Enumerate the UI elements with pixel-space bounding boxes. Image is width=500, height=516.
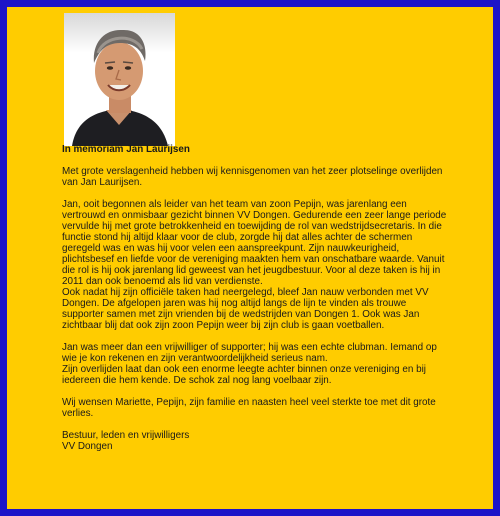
memorial-text: [62, 144, 500, 452]
signature-line-2: VV Dongen: [62, 441, 113, 452]
portrait-illustration: [64, 13, 175, 146]
paragraph-clubman: Jan was meer dan een vrijwilliger of supporter; hij was een echte clubman. Iemand op wie je kon rekenen en zijn verantwoordelijkheid serieus nam. Zijn overlijden laat dan ook een enorme leegte achter binnen onze vereniging en bij iedereen die hem kende. De schok zal nog lang voelbaar zijn.: [62, 342, 437, 386]
portrait-photo: [64, 13, 175, 146]
paragraph-condolences: Wij wensen Mariette, Pepijn, zijn familie en naasten heel veel sterkte toe met dit grote verlies.: [62, 397, 436, 419]
paragraph-career: Jan, ooit begonnen als leider van het team van zoon Pepijn, was jarenlang een vertrouwd en onmisbaar gezicht binnen VV Dongen. Gedurende een zeer lange periode vervulde hij met grote betrokkenheid en toewijding de rol van wedstrijdsecretaris. In die functie stond hij altijd klaar voor de club, zorgde hij dat alles achter de schermen geregeld was en was hij voor velen een aanspreekpunt. Zijn nauwkeurigheid, plichtsbesef en liefde voor de vereniging maakten hem van onschatbare waarde. Vanuit die rol is hij ook jarenlang lid geweest van het jeugdbestuur. Voor al deze taken is hij in 2011 dan ook benoemd als lid van verdienste. Ook nadat hij zijn officiële taken had neergelegd, bleef Jan nauw verbonden met VV Dongen. De afgelopen jaren was hij nog altijd langs de lijn te vinden als trouwe supporter samen met zijn vrienden bij de wedstrijden van Dongen 1. Ook was Jan zichtbaar blij dat ook zijn zoon Pepijn weer bij zijn club is gaan voetballen.: [62, 199, 447, 331]
memorial-heading: In memoriam Jan Laurijsen: [62, 144, 190, 155]
signature-line-1: Bestuur, leden en vrijwilligers: [62, 430, 190, 441]
paragraph-intro: Met grote verslagenheid hebben wij kennisgenomen van het zeer plotselinge overlijden van Jan Laurijsen.: [62, 166, 443, 188]
